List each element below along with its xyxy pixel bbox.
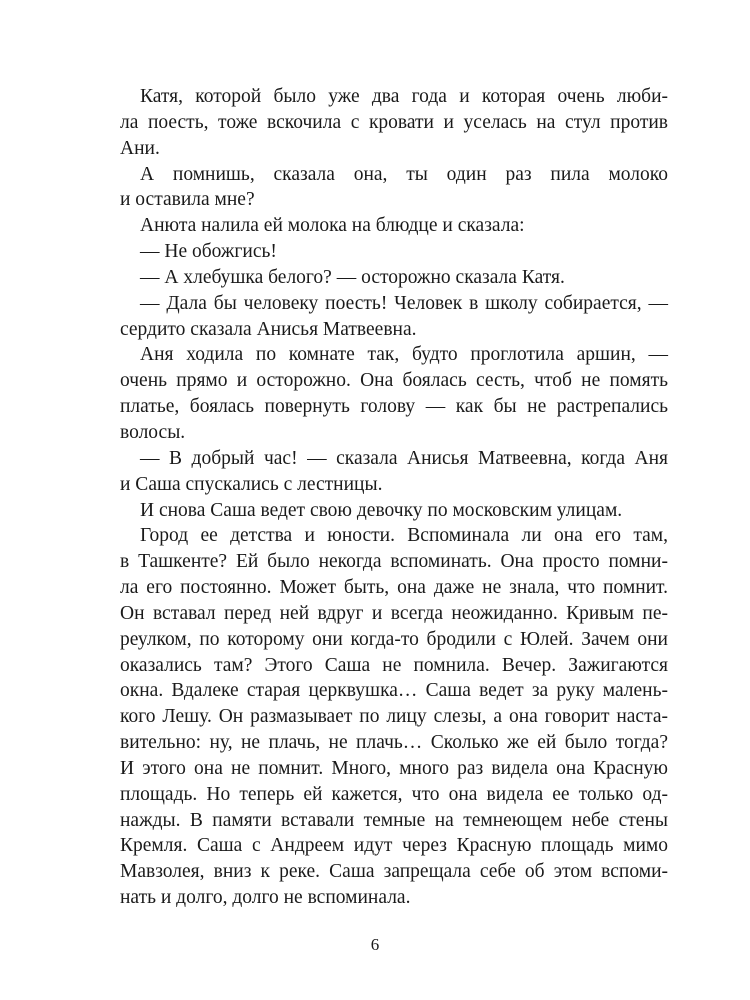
text-line: И этого она не помнит. Много, много раз видела она Красную: [120, 757, 668, 779]
text-line: оказались там? Этого Саша не помнила. Вечер. Зажигаются: [120, 654, 668, 676]
text-line: ла поесть, тоже вскочила с кровати и уселась на стул против: [120, 111, 668, 133]
text-line: сердито сказала Анисья Матвеевна.: [120, 318, 417, 340]
page-body-text: [120, 84, 668, 911]
text-line: очень прямо и осторожно. Она боялась сесть, чтоб не помять: [120, 370, 668, 392]
text-line: Анюта налила ей молока на блюдце и сказала:: [140, 215, 525, 237]
paragraph: [120, 162, 668, 214]
text-line: — А хлебушка белого? — осторожно сказала Катя.: [140, 266, 565, 288]
text-line: — Дала бы человеку поесть! Человек в школу собирается, —: [140, 292, 668, 314]
text-line: кого Лешу. Он размазывает по лицу слезы, а она говорит наста-: [120, 706, 668, 728]
paragraph: [120, 265, 668, 291]
text-line: нажды. В памяти вставали темные на темнеющем небе стены: [120, 809, 668, 831]
text-line: Аня ходила по комнате так, будто проглотила аршин, —: [140, 344, 668, 366]
text-line: окна. Вдалеке старая церквушка… Саша ведет за руку малень-: [120, 680, 668, 702]
text-line: Ани.: [120, 137, 160, 159]
paragraph: [120, 446, 668, 498]
text-line: Кремля. Саша с Андреем идут через Красную площадь мимо: [120, 835, 668, 857]
text-line: реулком, по которому они когда-то бродили с Юлей. Зачем они: [120, 628, 668, 650]
text-line: и Саша спускались с лестницы.: [120, 473, 383, 495]
text-line: в Ташкенте? Ей было некогда вспоминать. Она просто помни-: [120, 551, 668, 573]
paragraph: [120, 84, 668, 162]
paragraph: [120, 523, 668, 911]
text-line: нать и долго, долго не вспоминала.: [120, 887, 411, 909]
text-line: — В добрый час! — сказала Анисья Матвеевна, когда Аня: [140, 447, 668, 469]
text-line: Катя, которой было уже два года и которая очень люби-: [140, 86, 668, 107]
text-line: — Не обожгись!: [140, 241, 277, 263]
text-line: ла его постоянно. Может быть, она даже не знала, что помнит.: [120, 577, 668, 599]
text-line: Мавзолея, вниз к реке. Саша запрещала себе об этом вспоми-: [120, 861, 668, 883]
text-line: А помнишь, сказала она, ты один раз пила молоко: [140, 163, 668, 185]
text-line: Он вставал перед ней вдруг и всегда неожиданно. Кривым пе-: [120, 602, 668, 624]
text-line: волосы.: [120, 421, 186, 443]
paragraph: [120, 342, 668, 445]
text-line: платье, боялась повернуть голову — как бы не растрепались: [120, 396, 668, 418]
text-line: и оставила мне?: [120, 189, 255, 211]
paragraph: [120, 213, 668, 239]
page-number: 6: [370, 935, 380, 954]
paragraph: [120, 239, 668, 265]
text-line: Город ее детства и юности. Вспоминала ли она его там,: [140, 525, 668, 547]
text-line: И снова Саша ведет свою девочку по московским улицам.: [140, 499, 623, 521]
paragraph: [120, 498, 668, 524]
paragraph: [120, 291, 668, 343]
text-line: вительно: ну, не плачь, не плачь… Сколько же ей было тогда?: [120, 732, 668, 754]
text-line: площадь. Но теперь ей кажется, что она видела ее только од-: [120, 783, 668, 805]
